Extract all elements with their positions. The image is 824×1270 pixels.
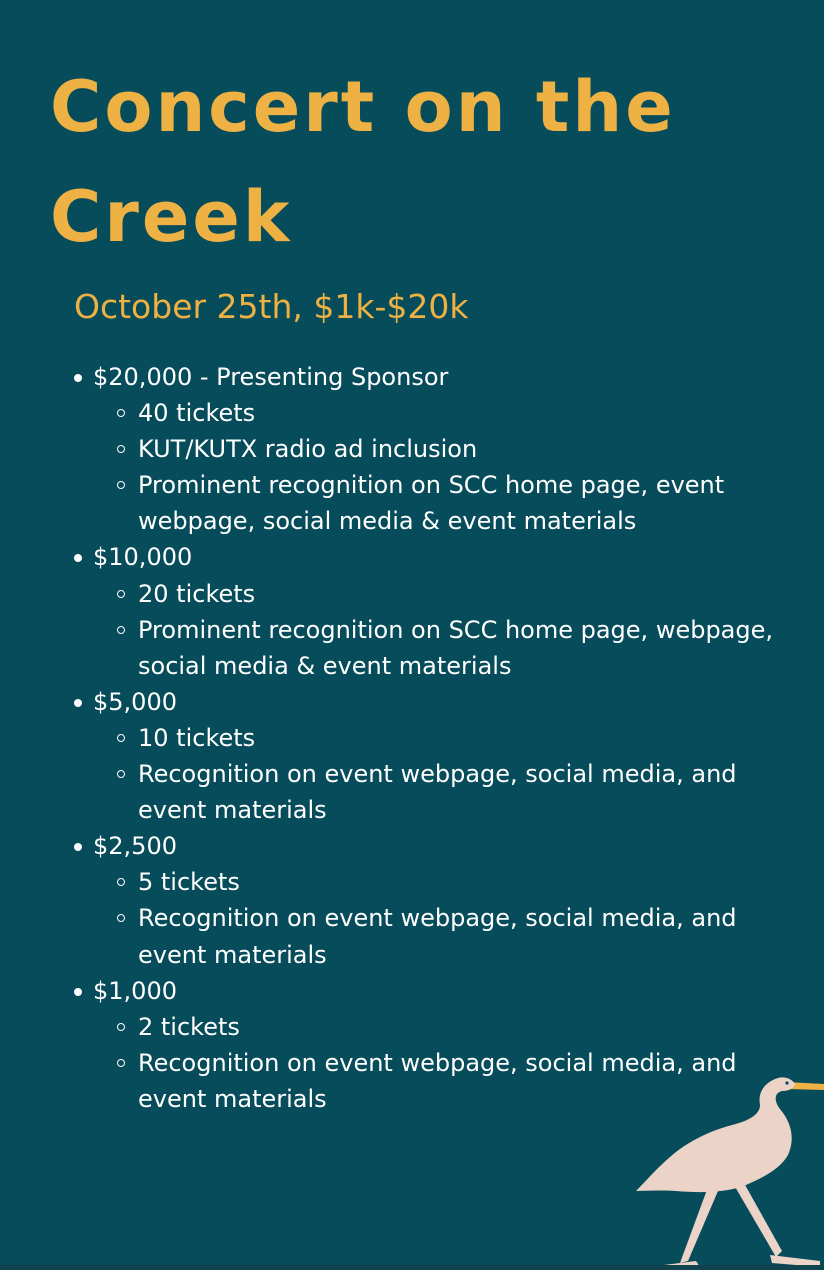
bottom-edge-strip (0, 1265, 824, 1270)
perk-text: Prominent recognition on SCC home page, webpage, social media & event materials (138, 615, 774, 680)
perk-item (93, 612, 773, 684)
perk-item (93, 864, 773, 900)
tier-item (93, 359, 773, 539)
heron-back-leg (680, 1187, 718, 1263)
bullet-ring-icon (117, 481, 125, 489)
perk-item (93, 756, 773, 828)
bullet-ring-icon (117, 770, 125, 778)
perk-text: Prominent recognition on SCC home page, event webpage, social media & event materials (138, 471, 725, 536)
perk-item (93, 431, 773, 467)
tier-perk-list (93, 720, 773, 828)
perk-item (93, 467, 773, 539)
heron-eye (785, 1081, 788, 1084)
tier-label: $1,000 (93, 976, 177, 1005)
perk-text: 5 tickets (138, 868, 240, 897)
perk-text: 2 tickets (138, 1012, 240, 1041)
bullet-ring-icon (117, 590, 125, 598)
tier-label: $5,000 (93, 687, 177, 716)
tier-perk-list (93, 576, 773, 684)
bullet-ring-icon (117, 1023, 125, 1031)
bullet-dot-icon (74, 988, 82, 996)
bullet-ring-icon (117, 734, 125, 742)
heron-front-leg (734, 1183, 782, 1257)
perk-item (93, 576, 773, 612)
perk-text: 10 tickets (138, 723, 256, 752)
bullet-ring-icon (117, 914, 125, 922)
sponsorship-tier-list (93, 359, 773, 1117)
bullet-ring-icon (117, 409, 125, 417)
bullet-dot-icon (74, 554, 82, 562)
perk-item (93, 720, 773, 756)
event-date-and-range: October 25th, $1k-$20k (74, 287, 469, 326)
tier-item (93, 539, 773, 683)
tier-label: $20,000 - Presenting Sponsor (93, 363, 449, 391)
tier-item (93, 684, 773, 828)
perk-item (93, 1009, 773, 1045)
tier-label: $10,000 (93, 543, 193, 572)
tier-perk-list (93, 395, 773, 539)
perk-item (93, 395, 773, 431)
tier-label: $2,500 (93, 832, 177, 861)
bullet-dot-icon (74, 699, 82, 707)
heron-icon (630, 1075, 824, 1270)
perk-text: Recognition on event webpage, social media, and event materials (138, 1048, 737, 1113)
perk-text: KUT/KUTX radio ad inclusion (138, 435, 478, 464)
perk-item (93, 900, 773, 972)
bullet-ring-icon (117, 1059, 125, 1067)
page-title: Concert on the Creek (50, 66, 676, 258)
perk-text: 40 tickets (138, 399, 256, 428)
perk-text: 20 tickets (138, 579, 256, 608)
bullet-ring-icon (117, 445, 125, 453)
bullet-dot-icon (74, 843, 82, 851)
bullet-dot-icon (74, 374, 82, 382)
perk-text: Recognition on event webpage, social media, and event materials (138, 760, 737, 825)
perk-text: Recognition on event webpage, social media, and event materials (138, 904, 737, 969)
bullet-ring-icon (117, 626, 125, 634)
bullet-ring-icon (117, 878, 125, 886)
heron-body (636, 1077, 795, 1192)
tier-perk-list (93, 864, 773, 972)
tier-item (93, 828, 773, 972)
